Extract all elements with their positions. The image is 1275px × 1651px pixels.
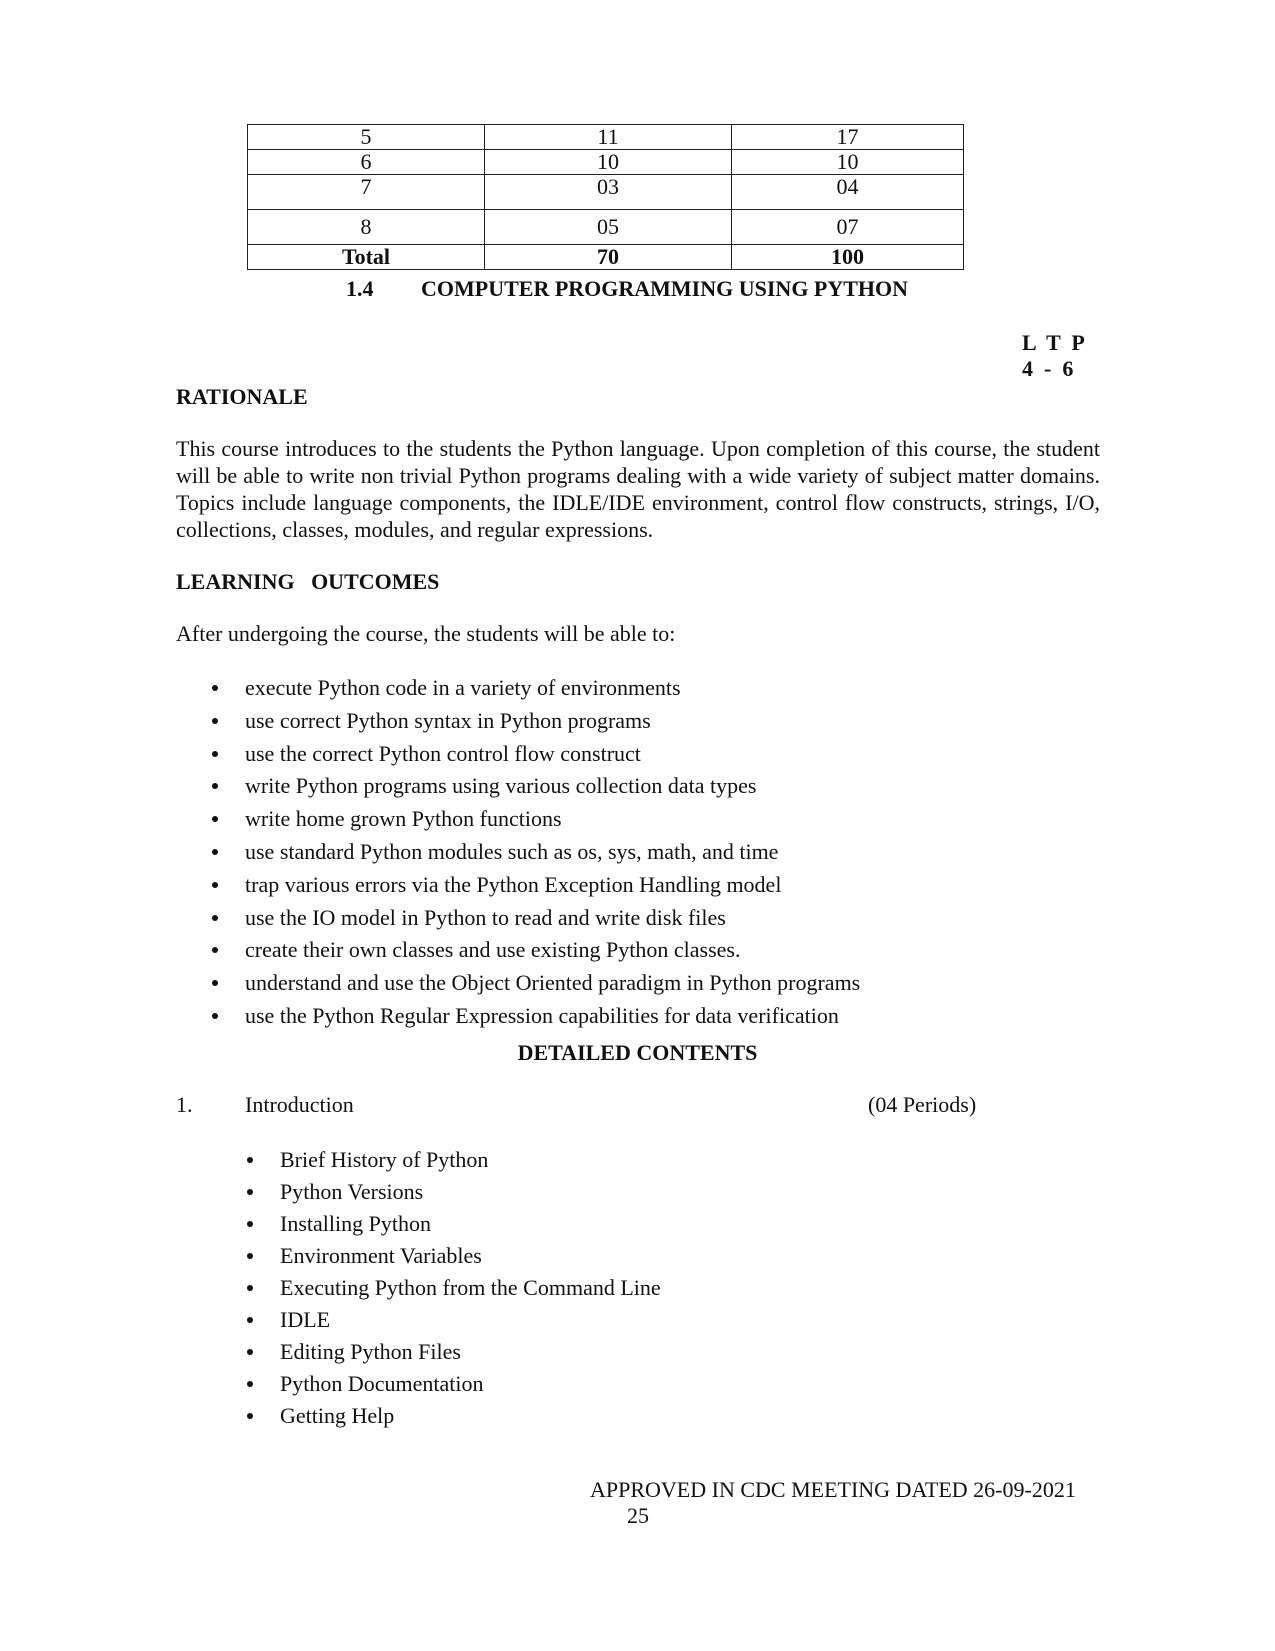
table-cell: 7 bbox=[248, 175, 485, 210]
table-cell: 6 bbox=[248, 150, 485, 175]
bullet-icon bbox=[212, 980, 218, 986]
outcomes-heading: LEARNING OUTCOMES bbox=[176, 569, 440, 594]
section-number: 1.4 bbox=[346, 276, 374, 301]
table-cell: 70 bbox=[485, 245, 732, 270]
bullet-icon bbox=[212, 947, 218, 953]
unit-title: Introduction bbox=[245, 1092, 354, 1117]
list-item: Editing Python Files bbox=[280, 1338, 661, 1370]
table-row bbox=[248, 210, 964, 245]
ltp-values: 4 - 6 bbox=[1022, 356, 1074, 381]
section-title: COMPUTER PROGRAMMING USING PYTHON bbox=[421, 276, 909, 301]
list-item: use standard Python modules such as os, sys, math, and time bbox=[245, 838, 860, 871]
list-item: execute Python code in a variety of environments bbox=[245, 674, 860, 707]
table-cell: 07 bbox=[732, 210, 964, 245]
bullet-icon bbox=[212, 685, 218, 691]
approval-note: APPROVED IN CDC MEETING DATED 26-09-2021 bbox=[590, 1477, 1076, 1502]
table-cell: 17 bbox=[732, 125, 964, 150]
topics-list bbox=[280, 1146, 661, 1434]
bullet-icon bbox=[212, 783, 218, 789]
list-item: understand and use the Object Oriented paradigm in Python programs bbox=[245, 969, 860, 1002]
bullet-icon bbox=[247, 1285, 253, 1291]
list-item: Environment Variables bbox=[280, 1242, 661, 1274]
table-cell: 8 bbox=[248, 210, 485, 245]
bullet-icon bbox=[247, 1221, 253, 1227]
marks-table bbox=[247, 124, 964, 270]
outcomes-intro: After undergoing the course, the students will be able to: bbox=[176, 621, 676, 646]
list-item: use the IO model in Python to read and write disk files bbox=[245, 904, 860, 937]
bullet-icon bbox=[247, 1381, 253, 1387]
bullet-icon bbox=[247, 1189, 253, 1195]
list-item: Python Versions bbox=[280, 1178, 661, 1210]
bullet-icon bbox=[212, 751, 218, 757]
outcomes-list bbox=[245, 674, 860, 1035]
table-cell: 05 bbox=[485, 210, 732, 245]
list-item: Getting Help bbox=[280, 1402, 661, 1434]
table-cell: Total bbox=[248, 245, 485, 270]
bullet-icon bbox=[212, 1013, 218, 1019]
list-item: write home grown Python functions bbox=[245, 805, 860, 838]
bullet-icon bbox=[247, 1157, 253, 1163]
rationale-heading: RATIONALE bbox=[176, 384, 308, 409]
table-cell: 5 bbox=[248, 125, 485, 150]
list-item: Executing Python from the Command Line bbox=[280, 1274, 661, 1306]
table-cell: 04 bbox=[732, 175, 964, 210]
list-item: Python Documentation bbox=[280, 1370, 661, 1402]
table-cell: 100 bbox=[732, 245, 964, 270]
table-cell: 10 bbox=[485, 150, 732, 175]
list-item: trap various errors via the Python Exception Handling model bbox=[245, 871, 860, 904]
list-item: use the correct Python control flow construct bbox=[245, 740, 860, 773]
table-row bbox=[248, 150, 964, 175]
list-item: Brief History of Python bbox=[280, 1146, 661, 1178]
list-item: create their own classes and use existing Python classes. bbox=[245, 936, 860, 969]
table-row bbox=[248, 125, 964, 150]
contents-heading: DETAILED CONTENTS bbox=[517, 1040, 758, 1065]
bullet-icon bbox=[247, 1349, 253, 1355]
table-cell: 10 bbox=[732, 150, 964, 175]
bullet-icon bbox=[212, 915, 218, 921]
rationale-text: This course introduces to the students the Python language. Upon completion of this course, the student will be able to write non trivial Python programs dealing with a wide variety of subject matter domains. Topics include language components, the IDLE/IDE environment, control flow constructs, strings, I/O, collections, classes, modules, and regular expressions. bbox=[176, 436, 1100, 542]
list-item: write Python programs using various collection data types bbox=[245, 772, 860, 805]
bullet-icon bbox=[212, 718, 218, 724]
page-number: 25 bbox=[627, 1503, 649, 1528]
bullet-icon bbox=[212, 849, 218, 855]
bullet-icon bbox=[212, 882, 218, 888]
list-item: IDLE bbox=[280, 1306, 661, 1338]
ltp-header: L T P bbox=[1022, 330, 1085, 355]
list-item: Installing Python bbox=[280, 1210, 661, 1242]
table-cell: 11 bbox=[485, 125, 732, 150]
unit-number: 1. bbox=[176, 1092, 193, 1117]
unit-periods: (04 Periods) bbox=[868, 1092, 977, 1117]
table-row bbox=[248, 175, 964, 210]
table-total-row bbox=[248, 245, 964, 270]
bullet-icon bbox=[212, 816, 218, 822]
table-cell: 03 bbox=[485, 175, 732, 210]
bullet-icon bbox=[247, 1317, 253, 1323]
list-item: use the Python Regular Expression capabilities for data verification bbox=[245, 1002, 860, 1035]
list-item: use correct Python syntax in Python programs bbox=[245, 707, 860, 740]
bullet-icon bbox=[247, 1413, 253, 1419]
bullet-icon bbox=[247, 1253, 253, 1259]
